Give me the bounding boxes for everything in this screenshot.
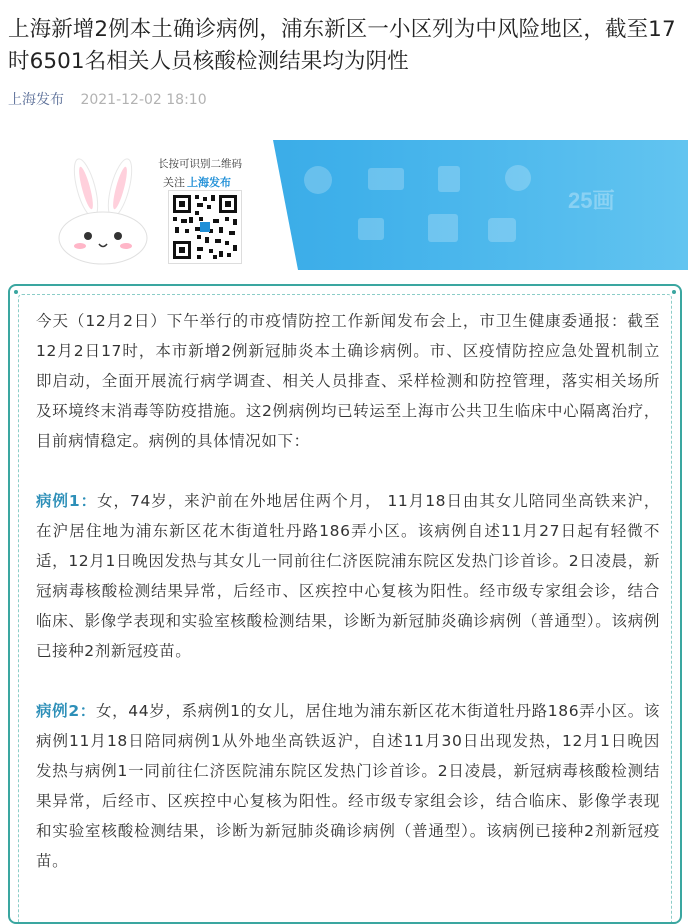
- author-link[interactable]: 上海发布: [8, 92, 64, 108]
- banner-cta-scan: 长按可识别二维码: [158, 158, 242, 170]
- article-body: [36, 306, 660, 876]
- case1-paragraph: [36, 486, 660, 666]
- article-title: 上海新增2例本土确诊病例，浦东新区一小区列为中风险地区，截至17时6501名相关人员核酸检测结果均为阴性: [8, 17, 676, 74]
- case1-text: 女，74岁，来沪前在外地居住两个月， 11月18日由其女儿陪同坐高铁来沪，在沪居住地为浦东新区花木街道牡丹路186弄小区。该病例自述11月27日起有轻微不适，12月1日晚因发热与其女儿一同前往仁济医院浦东院区发热门诊首诊。2日凌晨，新冠病毒核酸检测结果异常，后经市、区疾控中心复核为阳性。经市级专家组会诊，结合临床、影像学表现和实验室核酸检测结果，诊断为新冠肺炎确诊病例（普通型）。该病例已接种2剂新冠疫苗。: [36, 492, 660, 660]
- case2-label: 病例2：: [36, 702, 96, 720]
- banner-account-name: 上海发布: [187, 176, 231, 189]
- intro-paragraph: 今天（12月2日）下午举行的市疫情防控工作新闻发布会上，市卫生健康委通报：截至12月2日17时，本市新增2例新冠肺炎本土确诊病例。市、区疫情防控应急处置机制立即启动，全面开展流行病学调查、相关人员排查、采样检测和防控管理，落实相关场所及环境终末消毒等防疫措施。这2例病例均已转运至上海市公共卫生临床中心隔离治疗，目前病情稳定。病例的具体情况如下：: [36, 312, 660, 450]
- article-meta: [8, 90, 207, 110]
- case1-label: 病例1：: [36, 492, 98, 510]
- follow-banner: [8, 140, 688, 270]
- banner-cta-follow: [163, 174, 231, 190]
- banner-follow-text: 关注: [163, 176, 185, 189]
- case2-paragraph: [36, 696, 660, 876]
- case2-text: 女，44岁，系病例1的女儿，居住地为浦东新区花木街道牡丹路186弄小区。该病例11月18日陪同病例1从外地坐高铁返沪，自述11月30日出现发热，12月1日晚因发热与病例1一同前往仁济医院浦东院区发热门诊首诊。2日凌晨，新冠病毒核酸检测结果异常，后经市、区疾控中心复核为阳性。经市级专家组会诊，结合临床、影像学表现和实验室核酸检测结果，诊断为新冠肺炎确诊病例（普通型）。该病例已接种2剂新冠疫苗。: [36, 702, 660, 870]
- card-corner-dot: [14, 290, 18, 294]
- faded-background-icons: [288, 140, 688, 270]
- publish-date: 2021-12-02 18:10: [80, 92, 207, 108]
- bunny-mascot-icon: [48, 154, 158, 266]
- svg-text:25画: 25画: [568, 188, 615, 213]
- qr-code-icon[interactable]: [168, 190, 242, 264]
- card-corner-dot: [672, 290, 676, 294]
